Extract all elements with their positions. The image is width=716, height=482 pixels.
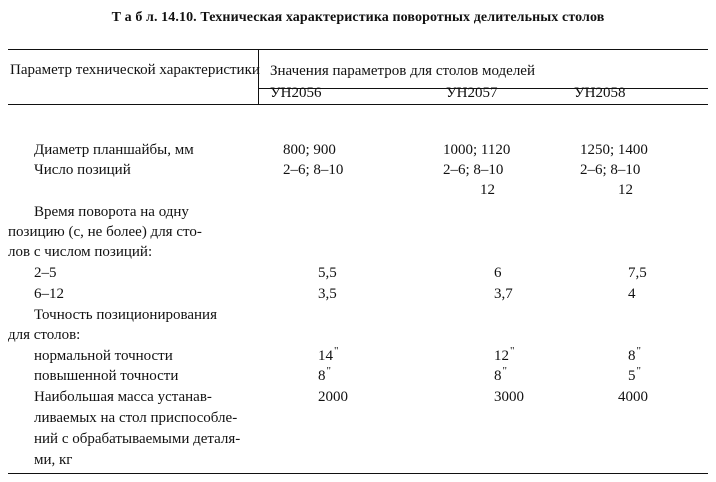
- row-rot-a-v2: 6: [494, 265, 502, 281]
- row-rot-b-v3: 4: [628, 286, 636, 302]
- row-positions-label: Число позиций: [34, 162, 131, 178]
- arcsec-mark: ": [636, 345, 641, 357]
- row-mass-label-line4: ми, кг: [34, 452, 73, 468]
- accuracy-title-line2: для столов:: [8, 327, 81, 343]
- row-mass-label-line3: ний с обрабатываемыми деталя-: [34, 431, 241, 447]
- rule-bottom: [8, 473, 708, 474]
- row-mass-v3: 4000: [618, 389, 648, 405]
- row-positions-v1: 2–6; 8–10: [283, 162, 344, 178]
- row-mass-v2: 3000: [494, 389, 524, 405]
- row-rot-a-label: 2–5: [34, 265, 57, 281]
- row-acc-normal-v3: [628, 347, 641, 367]
- row-acc-normal-label: нормальной точности: [34, 348, 173, 364]
- header-model-2: УН2057: [446, 85, 498, 101]
- acc-high-v1-value: 8: [318, 368, 326, 384]
- row-rot-b-v2: 3,7: [494, 286, 513, 302]
- row-acc-high-v1: [318, 367, 331, 387]
- arcsec-mark: ": [502, 365, 507, 377]
- arcsec-mark: ": [510, 345, 515, 357]
- row-acc-high-v3: [628, 367, 641, 387]
- row-mass-label-line2: ливаемых на стол приспособле-: [34, 410, 238, 426]
- acc-normal-v2-value: 12: [494, 348, 509, 364]
- row-rot-a-v3: 7,5: [628, 265, 647, 281]
- row-positions-v3: 2–6; 8–10: [580, 162, 641, 178]
- arcsec-mark: ": [636, 365, 641, 377]
- row-diameter-label: Диаметр планшайбы, мм: [34, 142, 194, 158]
- header-values: Значения параметров для столов моделей: [270, 63, 535, 79]
- row-positions-v2-line2: 12: [480, 182, 495, 198]
- header-param: Параметр технической характеристики: [10, 62, 260, 78]
- rotation-title-line3: лов с числом позиций:: [8, 244, 153, 260]
- header-model-3: УН2058: [574, 85, 626, 101]
- row-acc-high-label: повышенной точности: [34, 368, 179, 384]
- row-mass-v1: 2000: [318, 389, 348, 405]
- row-rot-a-v1: 5,5: [318, 265, 337, 281]
- row-diameter-v1: 800; 900: [283, 142, 336, 158]
- acc-normal-v3-value: 8: [628, 348, 636, 364]
- acc-high-v2-value: 8: [494, 368, 502, 384]
- accuracy-title-line1: Точность позиционирования: [34, 307, 217, 323]
- rotation-title-line2: позицию (с, не более) для сто-: [8, 224, 202, 240]
- row-acc-high-v2: [494, 367, 507, 387]
- arcsec-mark: ": [334, 345, 339, 357]
- rotation-title-line1: Время поворота на одну: [34, 204, 189, 220]
- rule-top: [8, 49, 708, 50]
- row-acc-normal-v1: [318, 347, 339, 367]
- arcsec-mark: ": [326, 365, 331, 377]
- table-caption: Т а б л. 14.10. Техническая характеристика поворотных делительных столов: [111, 10, 605, 25]
- header-model-1: УН2056: [270, 85, 322, 101]
- rule-header-bottom: [8, 104, 708, 105]
- row-acc-normal-v2: [494, 347, 515, 367]
- row-diameter-v3: 1250; 1400: [580, 142, 648, 158]
- row-diameter-v2: 1000; 1120: [443, 142, 511, 158]
- row-rot-b-v1: 3,5: [318, 286, 337, 302]
- row-positions-v2: 2–6; 8–10: [443, 162, 504, 178]
- acc-high-v3-value: 5: [628, 368, 636, 384]
- acc-normal-v1-value: 14: [318, 348, 333, 364]
- row-positions-v3-line2: 12: [618, 182, 633, 198]
- row-rot-b-label: 6–12: [34, 286, 64, 302]
- row-mass-label-line1: Наибольшая масса устанав-: [34, 389, 212, 405]
